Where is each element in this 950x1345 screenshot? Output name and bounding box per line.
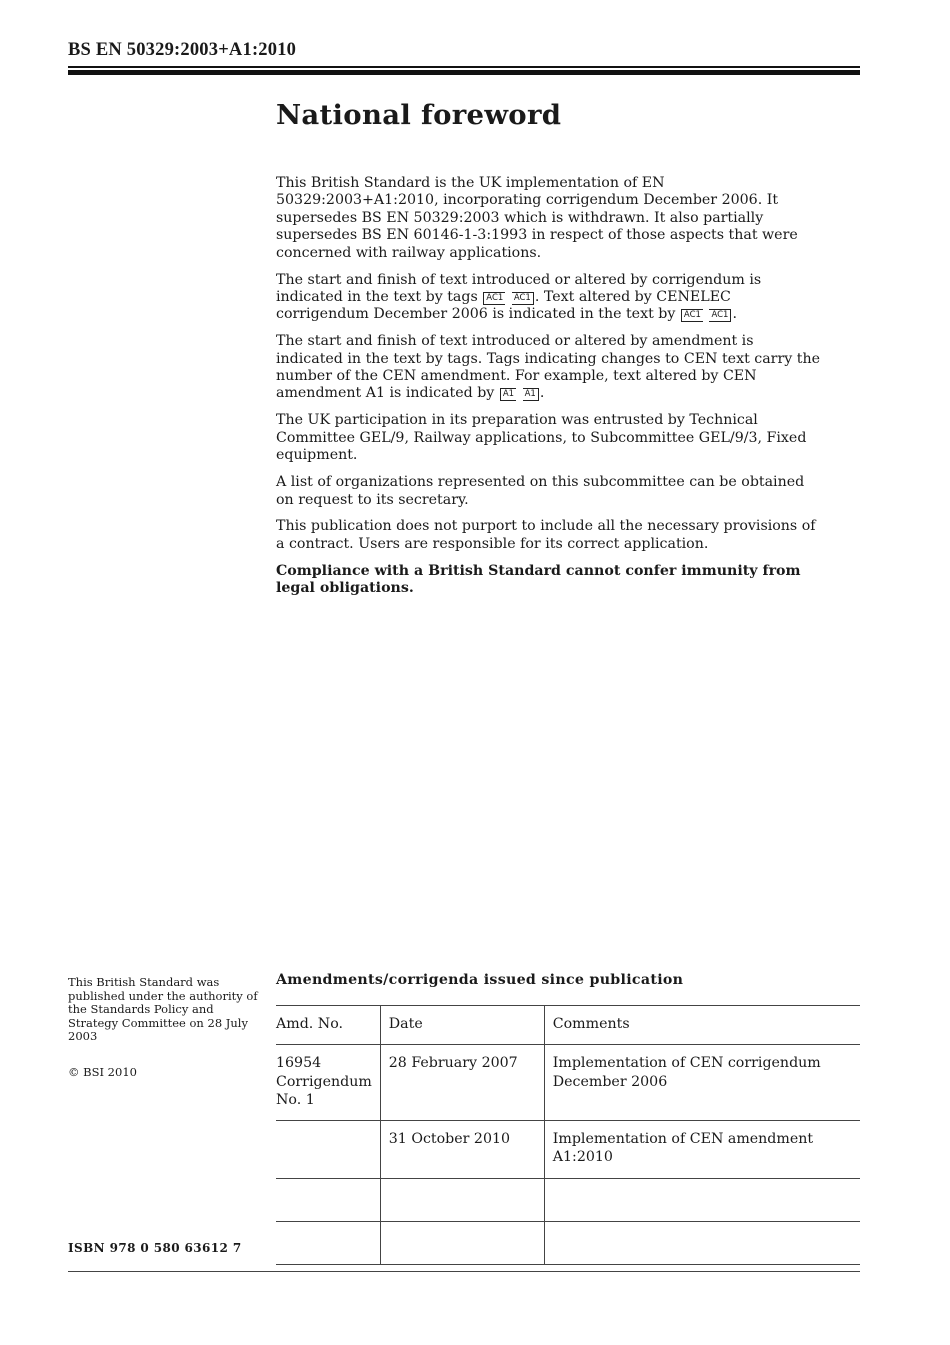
ac1-open-tag-icon: AC1 (681, 309, 703, 322)
ac1-close-tag-icon: AC1 (512, 292, 534, 305)
column-header-date: Date (380, 1006, 544, 1045)
column-header-amd-no: Amd. No. (276, 1006, 380, 1045)
date-cell: 28 February 2007 (380, 1045, 544, 1121)
paragraph-amendment-text-b: . (539, 385, 545, 402)
isbn: ISBN 978 0 580 63612 7 (68, 1241, 242, 1255)
date-cell: 31 October 2010 (380, 1120, 544, 1178)
amendments-table (276, 1005, 860, 1265)
comments-cell: Implementation of CEN amendment A1:2010 (544, 1120, 860, 1178)
page-title: National foreword (276, 99, 562, 131)
amd-no-cell (276, 1221, 380, 1264)
paragraph-organizations: A list of organizations represented on this subcommittee can be obtained on request to its secretary. (276, 474, 805, 508)
publication-authority: This British Standard was published under the authority of the Standards Policy and Strategy Committee on 28 July 2003 (68, 975, 258, 1044)
comments-cell (544, 1221, 860, 1264)
date-cell (380, 1221, 544, 1264)
standard-id: BS EN 50329:2003+A1:2010 (68, 40, 297, 60)
amd-no-cell: 16954 Corrigendum No. 1 (276, 1045, 380, 1121)
a1-open-tag-icon: A1 (500, 388, 516, 401)
paragraph-corrigendum-text-c: . (732, 306, 737, 323)
table-row (276, 1221, 860, 1264)
footer-rule (68, 1271, 860, 1272)
comments-cell (544, 1178, 860, 1221)
table-row (276, 1178, 860, 1221)
table-header-row (276, 1006, 860, 1045)
header-rule-thin (68, 66, 860, 68)
paragraph-amendment-text-a: The start and finish of text introduced or altered by amendment is indicated in the text by tags. Tags indicating changes to CEN text carry the number of the CEN amendment. For example, text altered by CEN amendment A1 is indicated by (276, 333, 821, 402)
paragraph-corrigendum-tags (276, 272, 824, 324)
paragraph-corrigendum-text-a: The start and finish of text introduced or altered by corrigendum is indicated in the text by tags (276, 271, 762, 305)
amd-no-cell (276, 1178, 380, 1221)
copyright-notice: © BSI 2010 (68, 1064, 137, 1079)
paragraph-uk-participation: The UK participation in its preparation was entrusted by Technical Committee GEL/9, Railway applications, to Subcommittee GEL/9/3, Fixed equipment. (276, 412, 807, 464)
table-row (276, 1045, 860, 1121)
ac1-open-tag-icon: AC1 (483, 292, 505, 305)
publication-note (68, 976, 263, 1102)
column-header-comments: Comments (544, 1006, 860, 1045)
paragraph-amendment-tags (276, 333, 824, 403)
a1-close-tag-icon: A1 (523, 388, 539, 401)
comments-cell: Implementation of CEN corrigendum December 2006 (544, 1045, 860, 1121)
foreword-body (276, 175, 824, 607)
paragraph-implementation: This British Standard is the UK implementation of EN 50329:2003+A1:2010, incorporating corrigendum December 2006. It supersedes BS EN 50329:2003 which is withdrawn. It also partially supersedes BS EN 60146-1-3:1993 in respect of those aspects that were concerned with railway applications. (276, 175, 798, 261)
ac1-close-tag-icon: AC1 (709, 309, 731, 322)
amd-no-cell (276, 1120, 380, 1178)
table-row (276, 1120, 860, 1178)
header-rule-thick (68, 70, 860, 75)
amendments-heading: Amendments/corrigenda issued since publication (276, 972, 684, 988)
paragraph-compliance: Compliance with a British Standard cannot confer immunity from legal obligations. (276, 562, 801, 597)
paragraph-contract: This publication does not purport to include all the necessary provisions of a contract. Users are responsible for its correct application. (276, 518, 816, 552)
paragraph-corrigendum-text-b: . Text altered by CENELEC corrigendum December 2006 is indicated in the text by (276, 288, 731, 323)
date-cell (380, 1178, 544, 1221)
